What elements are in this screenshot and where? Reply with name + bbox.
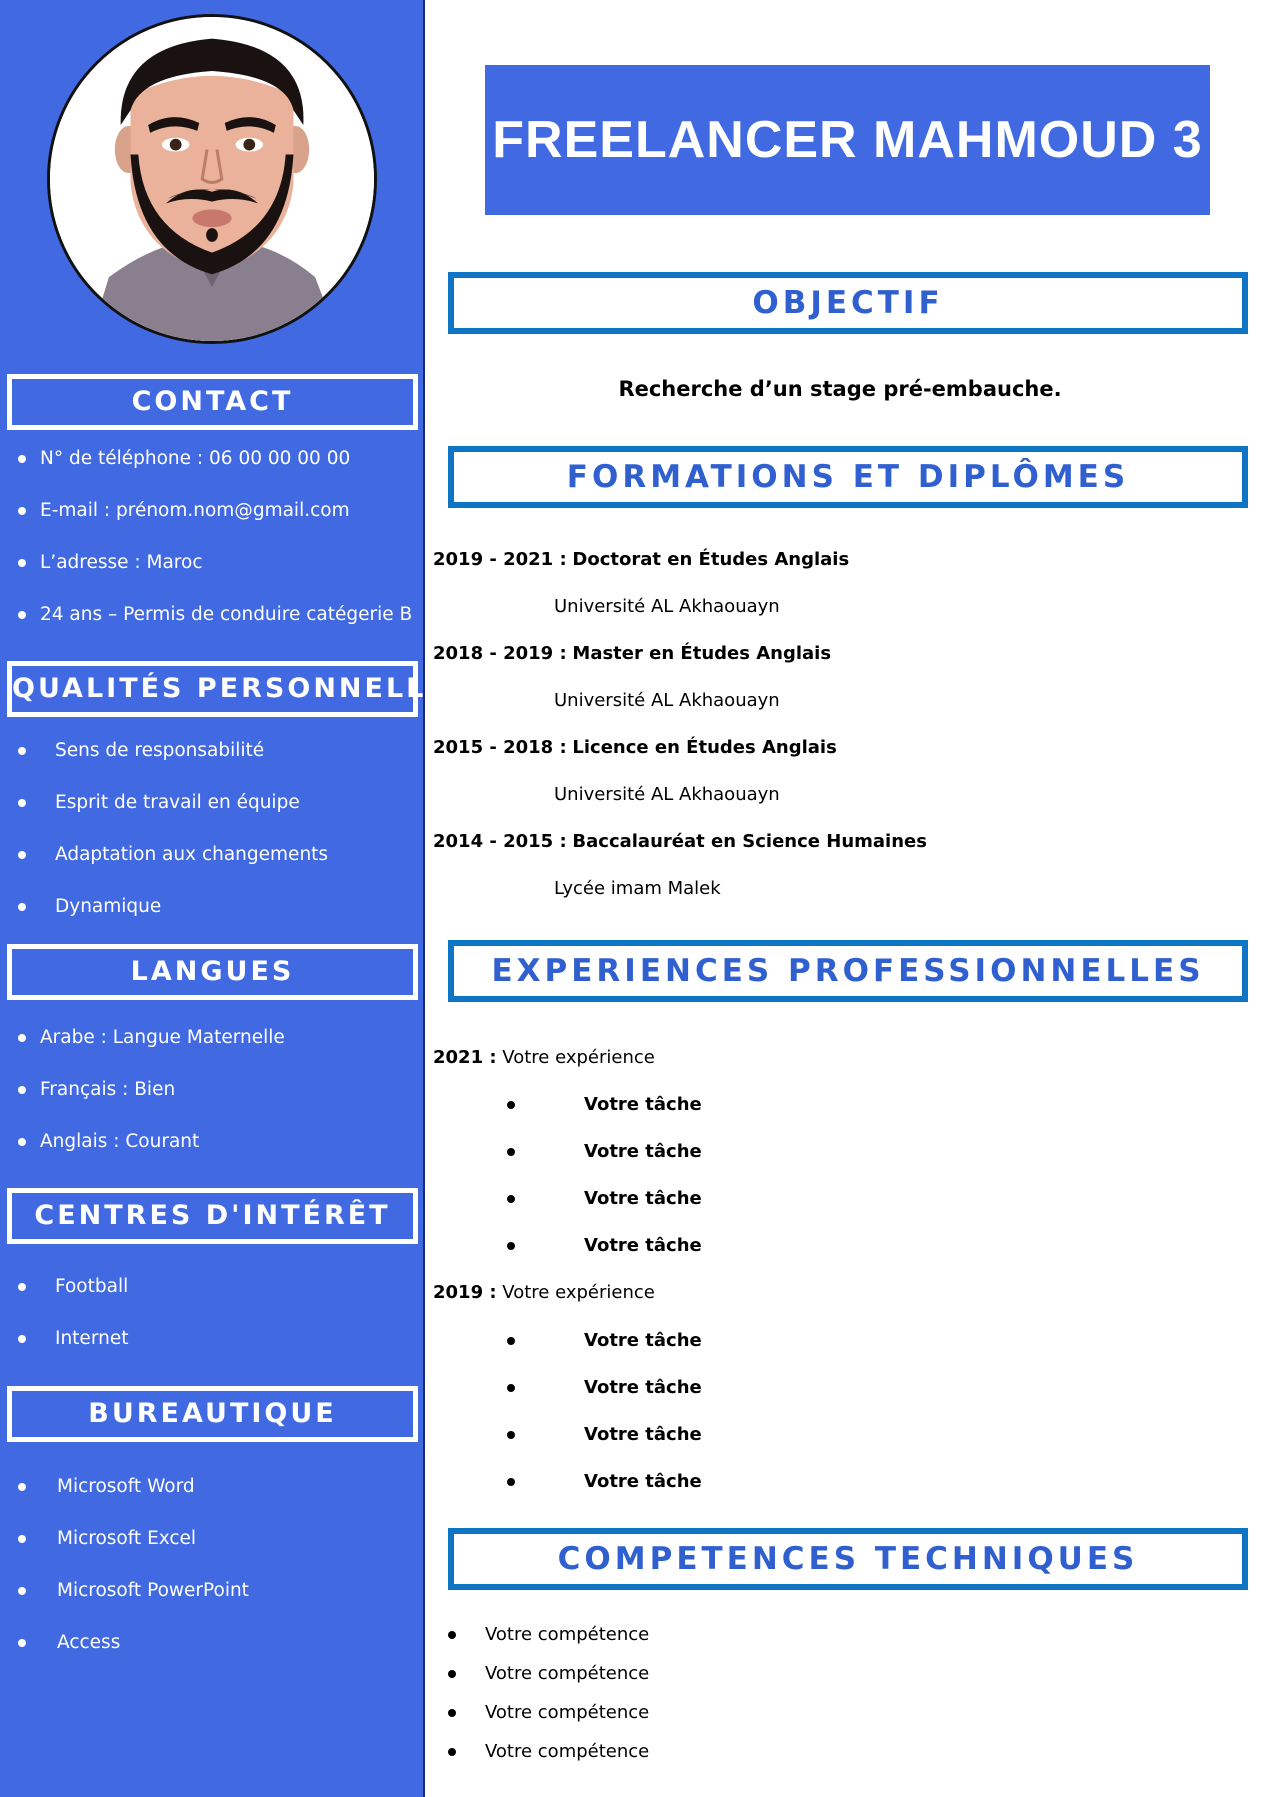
task-text: Votre tâche	[584, 1235, 702, 1256]
languages-heading: LANGUES	[7, 944, 418, 1000]
quality-text: Sens de responsabilité	[55, 740, 265, 761]
education-degree: Baccalauréat en Science Humaines	[572, 831, 927, 852]
interest-item	[0, 1324, 420, 1354]
office-text: Microsoft PowerPoint	[57, 1580, 249, 1601]
education-degree: Licence en Études Anglais	[572, 737, 837, 758]
office-item	[0, 1472, 420, 1502]
office-text: Microsoft Word	[57, 1476, 195, 1497]
bullet-icon	[18, 851, 26, 859]
contact-age-text: 24 ans – Permis de conduire catégerie B	[40, 604, 413, 625]
skill-item: Votre compétence	[485, 1663, 650, 1684]
education-heading: FORMATIONS ET DIPLÔMES	[448, 446, 1248, 508]
task-text: Votre tâche	[584, 1141, 702, 1162]
contact-address	[0, 548, 420, 578]
profile-avatar	[47, 14, 377, 344]
bullet-icon	[18, 1138, 26, 1146]
bullet-icon	[18, 611, 26, 619]
language-text: Anglais : Courant	[40, 1131, 200, 1152]
bullet-icon	[18, 1283, 26, 1291]
bullet-icon	[18, 1535, 26, 1543]
contact-age-license	[0, 600, 420, 630]
experience-task	[584, 1232, 702, 1260]
task-text: Votre tâche	[584, 1094, 702, 1115]
education-years: 2014 - 2015 :	[433, 831, 567, 852]
experience-entry	[433, 1279, 655, 1307]
experience-title: Votre expérience	[502, 1282, 655, 1303]
office-heading: BUREAUTIQUE	[7, 1386, 418, 1442]
experience-year: 2021 :	[433, 1047, 497, 1068]
contact-email	[0, 496, 420, 526]
contact-phone	[0, 444, 420, 474]
resume-name-title: FREELANCER MAHMOUD 3	[485, 65, 1210, 215]
interests-heading: CENTRES D'INTÉRÊT	[7, 1188, 418, 1244]
interest-text: Football	[55, 1276, 129, 1297]
bullet-icon	[507, 1101, 515, 1109]
skill-item: Votre compétence	[485, 1702, 650, 1723]
experience-task	[584, 1185, 702, 1213]
task-text: Votre tâche	[584, 1424, 702, 1445]
task-text: Votre tâche	[584, 1471, 702, 1492]
office-item	[0, 1576, 420, 1606]
language-item	[0, 1023, 420, 1053]
bullet-icon	[448, 1631, 456, 1639]
quality-text: Dynamique	[55, 896, 162, 917]
bullet-icon	[507, 1195, 515, 1203]
contact-address-text: L’adresse : Maroc	[40, 552, 203, 573]
bullet-icon	[507, 1384, 515, 1392]
bullet-icon	[507, 1431, 515, 1439]
bullet-icon	[507, 1148, 515, 1156]
avatar-illustration	[50, 17, 374, 341]
language-text: Arabe : Langue Maternelle	[40, 1027, 285, 1048]
bullet-icon	[507, 1242, 515, 1250]
education-years: 2015 - 2018 :	[433, 737, 567, 758]
bullet-icon	[18, 903, 26, 911]
experience-task	[584, 1421, 702, 1449]
interest-item	[0, 1272, 420, 1302]
education-school: Lycée imam Malek	[554, 878, 721, 899]
bullet-icon	[507, 1337, 515, 1345]
bullet-icon	[448, 1670, 456, 1678]
education-entry	[433, 828, 927, 856]
bullet-icon	[18, 1335, 26, 1343]
experience-task	[584, 1091, 702, 1119]
task-text: Votre tâche	[584, 1377, 702, 1398]
contact-heading: CONTACT	[7, 374, 418, 430]
experience-task	[584, 1374, 702, 1402]
education-entry	[433, 734, 837, 762]
office-item	[0, 1524, 420, 1554]
interest-text: Internet	[55, 1328, 129, 1349]
bullet-icon	[18, 507, 26, 515]
education-years: 2019 - 2021 :	[433, 549, 567, 570]
experience-task	[584, 1468, 702, 1496]
education-years: 2018 - 2019 :	[433, 643, 567, 664]
experience-heading: EXPERIENCES PROFESSIONNELLES	[448, 940, 1248, 1002]
objective-heading: OBJECTIF	[448, 272, 1248, 334]
education-school: Université AL Akhaouayn	[554, 784, 780, 805]
bullet-icon	[507, 1478, 515, 1486]
experience-entry	[433, 1044, 655, 1072]
contact-email-text: E-mail : prénom.nom@gmail.com	[40, 500, 350, 521]
office-text: Access	[57, 1632, 121, 1653]
experience-task	[584, 1138, 702, 1166]
bullet-icon	[448, 1748, 456, 1756]
experience-title: Votre expérience	[502, 1047, 655, 1068]
qualities-heading: QUALITÉS PERSONNELLES	[7, 661, 418, 717]
bullet-icon	[18, 1639, 26, 1647]
quality-item	[0, 892, 420, 922]
experience-task	[584, 1327, 702, 1355]
education-school: Université AL Akhaouayn	[554, 690, 780, 711]
education-degree: Master en Études Anglais	[572, 643, 832, 664]
language-item	[0, 1075, 420, 1105]
experience-year: 2019 :	[433, 1282, 497, 1303]
education-entry	[433, 546, 849, 574]
education-entry	[433, 640, 831, 668]
language-item	[0, 1127, 420, 1157]
bullet-icon	[18, 559, 26, 567]
contact-phone-text: N° de téléphone : 06 00 00 00 00	[40, 448, 351, 469]
bullet-icon	[18, 455, 26, 463]
quality-item	[0, 736, 420, 766]
skill-item: Votre compétence	[485, 1624, 650, 1645]
office-item	[0, 1628, 420, 1658]
language-text: Français : Bien	[40, 1079, 176, 1100]
bullet-icon	[18, 1086, 26, 1094]
quality-item	[0, 840, 420, 870]
task-text: Votre tâche	[584, 1330, 702, 1351]
skill-item: Votre compétence	[485, 1741, 650, 1762]
bullet-icon	[18, 799, 26, 807]
objective-text: Recherche d’un stage pré-embauche.	[618, 377, 1062, 401]
bullet-icon	[18, 1587, 26, 1595]
education-degree: Doctorat en Études Anglais	[572, 549, 850, 570]
office-text: Microsoft Excel	[57, 1528, 197, 1549]
bullet-icon	[18, 747, 26, 755]
bullet-icon	[448, 1709, 456, 1717]
quality-text: Esprit de travail en équipe	[55, 792, 300, 813]
quality-item	[0, 788, 420, 818]
skills-heading: COMPETENCES TECHNIQUES	[448, 1528, 1248, 1590]
quality-text: Adaptation aux changements	[55, 844, 329, 865]
education-school: Université AL Akhaouayn	[554, 596, 780, 617]
bullet-icon	[18, 1034, 26, 1042]
task-text: Votre tâche	[584, 1188, 702, 1209]
bullet-icon	[18, 1483, 26, 1491]
